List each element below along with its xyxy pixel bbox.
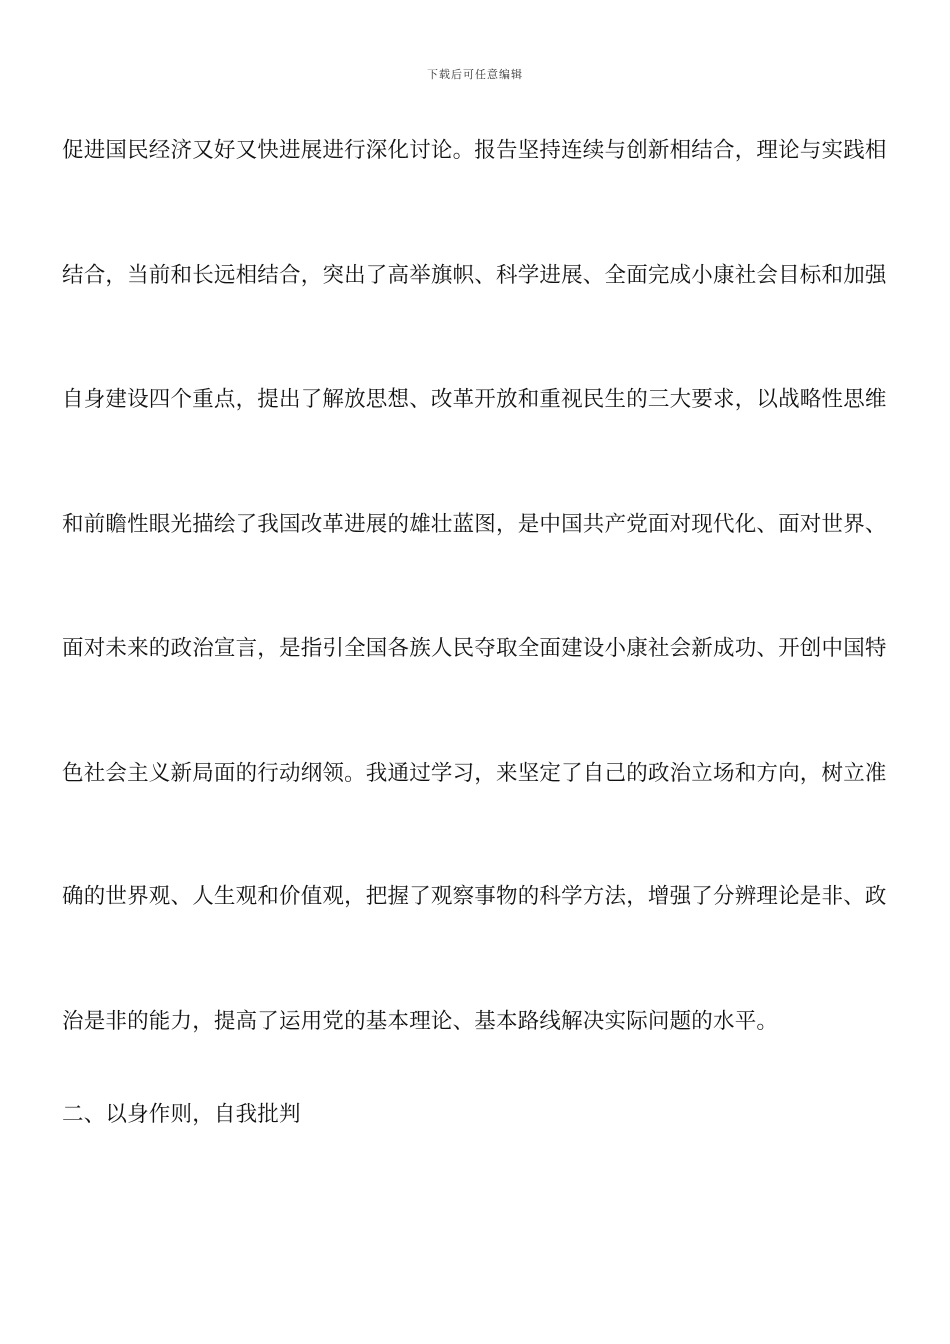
paragraph-line-6: 色社会主义新局面的行动纲领。我通过学习，来坚定了自己的政治立场和方向，树立准 [62,761,887,786]
page-header: 下载后可任意编辑 [427,68,523,81]
paragraph-line-7: 确的世界观、人生观和价值观，把握了观察事物的科学方法，增强了分辨理论是非、政 [62,884,887,909]
paragraph-line-5: 面对未来的政治宣言，是指引全国各族人民夺取全面建设小康社会新成功、开创中国特 [62,636,887,661]
paragraph-line-1: 促进国民经济又好又快进展进行深化讨论。报告坚持连续与创新相结合，理论与实践相 [62,138,887,163]
section-heading: 二、以身作则，自我批判 [62,1102,301,1127]
paragraph-line-8: 治是非的能力，提高了运用党的基本理论、基本路线解决实际问题的水平。 [62,1009,779,1034]
paragraph-line-2: 结合，当前和长远相结合，突出了高举旗帜、科学进展、全面完成小康社会目标和加强 [62,263,887,288]
paragraph-line-3: 自身建设四个重点，提出了解放思想、改革开放和重视民生的三大要求，以战略性思维 [62,387,887,412]
paragraph-line-4: 和前瞻性眼光描绘了我国改革进展的雄壮蓝图，是中国共产党面对现代化、面对世界、 [62,512,887,537]
